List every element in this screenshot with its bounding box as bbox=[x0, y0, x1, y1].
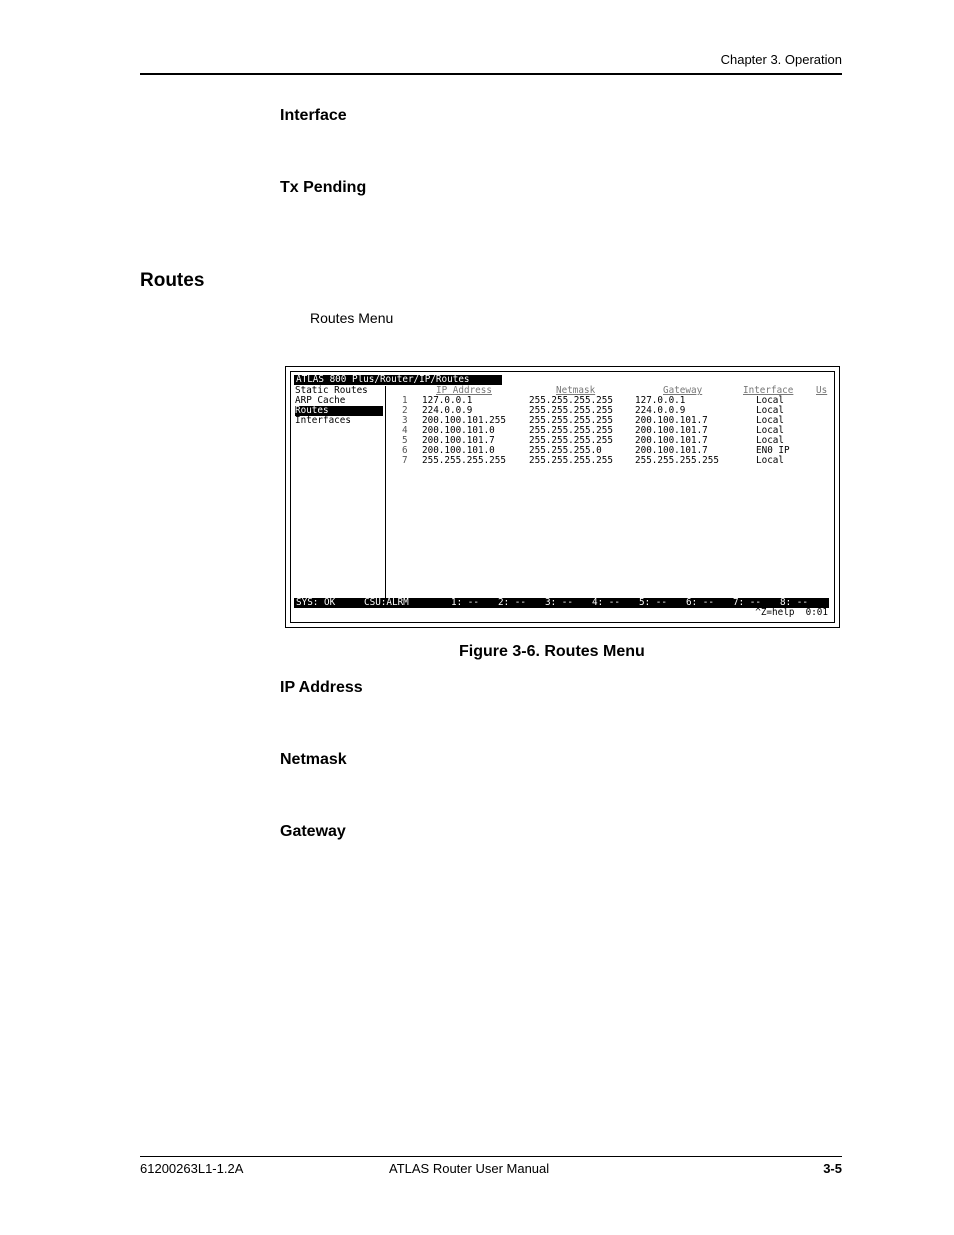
terminal-row-number: 5 bbox=[402, 435, 408, 446]
terminal-menu-item[interactable]: Interfaces bbox=[295, 415, 351, 426]
chapter-header: Chapter 3. Operation bbox=[720, 52, 842, 67]
terminal-cell: 127.0.0.1 bbox=[635, 395, 686, 406]
subhead-ip-address: IP Address bbox=[280, 679, 363, 696]
status-slot: 6: -- bbox=[686, 597, 714, 608]
status-slot: 2: -- bbox=[498, 597, 526, 608]
status-slot: 3: -- bbox=[545, 597, 573, 608]
terminal-cell: 200.100.101.7 bbox=[635, 445, 708, 456]
header-rule bbox=[140, 73, 842, 75]
terminal-cell: 255.255.255.255 bbox=[529, 425, 613, 436]
terminal-title: ATLAS 800 Plus/Router/IP/Routes bbox=[294, 375, 502, 385]
terminal-cell: 255.255.255.255 bbox=[529, 455, 613, 466]
terminal-column-header: Netmask bbox=[556, 385, 596, 396]
section-title-routes: Routes bbox=[140, 270, 205, 291]
footer-rule bbox=[140, 1156, 842, 1157]
terminal-cell: Local bbox=[756, 425, 784, 436]
terminal-cell: 200.100.101.7 bbox=[635, 415, 708, 426]
terminal-menu-item[interactable]: Routes bbox=[295, 406, 383, 416]
terminal-cell: 200.100.101.0 bbox=[422, 425, 495, 436]
subhead-tx-pending: Tx Pending bbox=[280, 179, 367, 196]
figure-caption: Figure 3-6. Routes Menu bbox=[459, 643, 645, 660]
terminal-cell: 127.0.0.1 bbox=[422, 395, 473, 406]
subhead-gateway: Gateway bbox=[280, 823, 346, 840]
status-slot: 7: -- bbox=[733, 597, 761, 608]
terminal-row-number: 3 bbox=[402, 415, 408, 426]
footer-page-number: 3-5 bbox=[823, 1161, 842, 1176]
terminal-cell: 255.255.255.255 bbox=[529, 405, 613, 416]
status-slot: 8: -- bbox=[780, 597, 808, 608]
footer-manual-title: ATLAS Router User Manual bbox=[389, 1161, 550, 1176]
terminal-column-header: IP Address bbox=[436, 385, 492, 396]
terminal-cell: 200.100.101.7 bbox=[635, 435, 708, 446]
terminal-help: ^Z=help 0:01 bbox=[755, 607, 828, 618]
footer-doc-number: 61200263L1-1.2A bbox=[140, 1161, 244, 1176]
terminal-cell: Local bbox=[756, 415, 784, 426]
terminal-row-number: 7 bbox=[402, 455, 408, 466]
terminal-cell: 224.0.0.9 bbox=[422, 405, 473, 416]
terminal-cell: 255.255.255.255 bbox=[422, 455, 506, 466]
terminal-cell: 200.100.101.7 bbox=[635, 425, 708, 436]
status-slot: 5: -- bbox=[639, 597, 667, 608]
terminal-cell: Local bbox=[756, 405, 784, 416]
terminal-cell: EN0 IP bbox=[756, 445, 790, 456]
terminal-cell: 255.255.255.255 bbox=[635, 455, 719, 466]
terminal-row-number: 4 bbox=[402, 425, 408, 436]
terminal-divider bbox=[385, 386, 386, 598]
terminal-cell: 255.255.255.255 bbox=[529, 435, 613, 446]
subhead-interface: Interface bbox=[280, 107, 347, 124]
terminal-cell: 200.100.101.255 bbox=[422, 415, 506, 426]
terminal-row-number: 6 bbox=[402, 445, 408, 456]
status-sys: SYS: OK bbox=[296, 597, 336, 608]
terminal-cell: Local bbox=[756, 435, 784, 446]
terminal-menu-item[interactable]: ARP Cache bbox=[295, 395, 346, 406]
status-slot: 4: -- bbox=[592, 597, 620, 608]
terminal-cell: Local bbox=[756, 395, 784, 406]
terminal-row-number: 1 bbox=[402, 395, 408, 406]
subhead-netmask: Netmask bbox=[280, 751, 347, 768]
status-csu: CSU:ALRM bbox=[364, 597, 409, 608]
terminal-column-header: Us bbox=[816, 385, 828, 396]
terminal-screen bbox=[290, 371, 835, 623]
terminal-cell: 255.255.255.255 bbox=[529, 395, 613, 406]
terminal-cell: 255.255.255.255 bbox=[529, 415, 613, 426]
terminal-status-bar bbox=[294, 598, 829, 608]
terminal-cell: 200.100.101.7 bbox=[422, 435, 495, 446]
terminal-cell: Local bbox=[756, 455, 784, 466]
status-slot: 1: -- bbox=[451, 597, 479, 608]
menu-caption: Routes Menu bbox=[310, 310, 394, 326]
terminal-cell: 200.100.101.0 bbox=[422, 445, 495, 456]
terminal-cell: 224.0.0.9 bbox=[635, 405, 686, 416]
terminal-menu-item[interactable]: Static Routes bbox=[295, 385, 368, 396]
terminal-cell: 255.255.255.0 bbox=[529, 445, 602, 456]
terminal-column-header: Interface bbox=[743, 385, 794, 396]
terminal-row-number: 2 bbox=[402, 405, 408, 416]
terminal-column-header: Gateway bbox=[663, 385, 703, 396]
